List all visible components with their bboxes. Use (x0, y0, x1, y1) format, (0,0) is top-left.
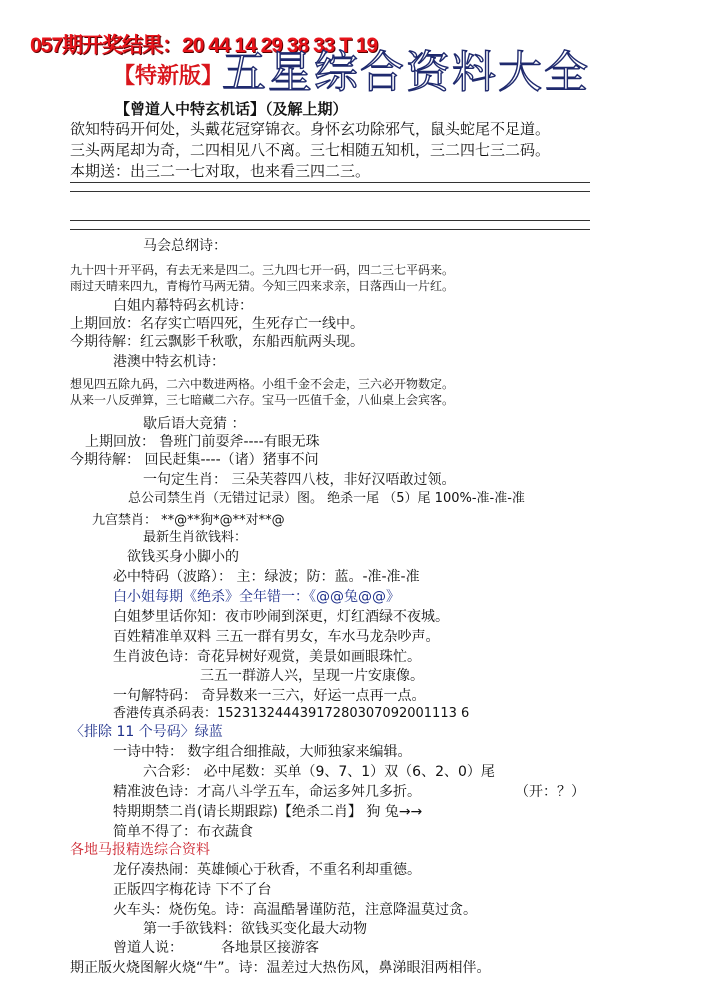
first-hand-line: 第一手欲钱料：欲钱买变化最大动物 (143, 921, 367, 937)
one-sentence: 一句解特码： 奇异数来一三六，好运一点再一点。 (113, 688, 426, 704)
one-poem: 一诗中特： 数字组合细推敲，大师独家来编辑。 (113, 744, 412, 760)
train-line: 火车头：烧伤兔。诗：高温酷暑谨防范，注意降温莫过贪。 (113, 902, 477, 918)
plum-line: 正版四字梅花诗 下不了台 (113, 882, 272, 898)
exclude-numbers: 〈排除 11 个号码〉绿蓝 (70, 724, 223, 740)
regional-title: 各地马报精选综合资料 (70, 842, 210, 858)
riddle-heading: 【曾道人中特玄机话】（及解上期） (115, 100, 348, 118)
separator-2 (70, 220, 590, 230)
color-poem: 精准波色诗：才高八斗学五车，命运多舛几多折。 (113, 784, 421, 800)
riddle-line-3: 本期送：出三二一七对取，也来看三四二三。 (70, 162, 371, 180)
baijie-title: 白姐内幕特码玄机诗： (113, 298, 253, 314)
xiehouyu-title: 歇后语大竞猜 ： (143, 416, 246, 432)
hk-kill-table: 香港传真杀码表：15231324443917280307092001113 6 (113, 706, 470, 721)
fire-line: 期正版火烧图解火烧“牛”。诗：温差过大热伤风，鼻涕眼泪两相伴。 (70, 960, 491, 976)
special-edition-badge: 【特新版】 (113, 64, 224, 89)
must-wave: 必中特码（波路）： 主：绿波；防：蓝。-准-准-准 (113, 569, 420, 585)
fixed-zodiac: 一句定生肖： 三朵芙蓉四八枝，非好汉唔敢过领。 (143, 472, 456, 488)
hk-poem-title: 港澳中特玄机诗： (113, 354, 225, 370)
xiehouyu-line-1: 上期回放： 鲁班门前耍斧----有眼无珠 (85, 434, 320, 450)
money-line: 欲钱买身小脚小的 (127, 549, 239, 565)
banned-zodiac: 总公司禁生肖（无错过记录）图。 绝杀一尾 （5）尾 100%-准-准-准 (128, 491, 525, 506)
wave-poem-1: 生肖波色诗：奇花异树好观赏，美景如画眼珠忙。 (113, 649, 421, 665)
money-title: 最新生肖欲钱料： (143, 530, 248, 545)
hk-poem-line-2: 从来一八反弹算，三七暗藏二六存。宝马一匹值千金，八仙桌上会宾客。 (70, 393, 455, 407)
zeng-says-value: 各地景区接游客 (221, 940, 319, 956)
open-label: （开：？） (515, 784, 585, 800)
nine-palace-banned: 九宫禁肖： **@**狗*@**对**@ (92, 513, 285, 528)
miss-period: 白小姐每期《绝杀》全年错一：《@@兔@@》 (113, 589, 400, 605)
wave-poem-2: 三五一群游人兴，呈现一片安康像。 (200, 668, 424, 684)
xiehouyu-line-2: 今期待解： 回民赶集----（诸）猪事不问 (70, 452, 319, 468)
horse-poem-title: 马会总纲诗： (143, 238, 227, 254)
special-two: 特期期禁二肖(请长期跟踪)【绝杀二肖】 狗 兔→→ (113, 804, 423, 820)
odd-even: 百姓精准单双料 三五一群有男女，车水马龙杂吵声。 (113, 629, 440, 645)
baijie-line-2: 今期待解：红云飘影千秋歌，东船西航两头现。 (70, 334, 364, 350)
horse-poem-line-1: 九十四十开平码，有去无来是四二。三九四七开一码，四二三七平码来。 (70, 263, 455, 277)
baijie-line-1: 上期回放：名存实亡唔四死，生死存亡一线中。 (70, 316, 364, 332)
liuhe-tail: 六合彩： 必中尾数：买单（9、7、1）双（6、2、0）尾 (143, 764, 495, 780)
zeng-says-label: 曾道人说： (113, 940, 183, 956)
riddle-line-2: 三头两尾却为奇，二四相见八不离。三七相随五知机，三二四七三二码。 (70, 141, 551, 159)
page-title: 五星综合资料大全 (222, 47, 590, 98)
dream-words: 白姐梦里话你知：夜市吵闹到深更，灯红酒绿不夜城。 (113, 609, 449, 625)
simple-line: 简单不得了：布衣蔬食 (113, 824, 253, 840)
riddle-line-1: 欲知特码开何处，头戴花冠穿锦衣。身怀玄功除邪气，鼠头蛇尾不足道。 (70, 120, 551, 138)
hk-poem-line-1: 想见四五除九码，二六中数进两格。小组千金不会走，三六必开物数定。 (70, 377, 455, 391)
horse-poem-line-2: 雨过天晴来四九，青梅竹马两无猜。今知三四来求亲，日落西山一片红。 (70, 279, 455, 293)
separator-1 (70, 182, 590, 192)
lottery-result-headline: 057期开奖结果：20 44 14 29 38 33 T 19 (30, 34, 378, 57)
dragon-line: 龙仔凑热闹：英雄倾心于秋香，不重名利却重德。 (113, 862, 421, 878)
